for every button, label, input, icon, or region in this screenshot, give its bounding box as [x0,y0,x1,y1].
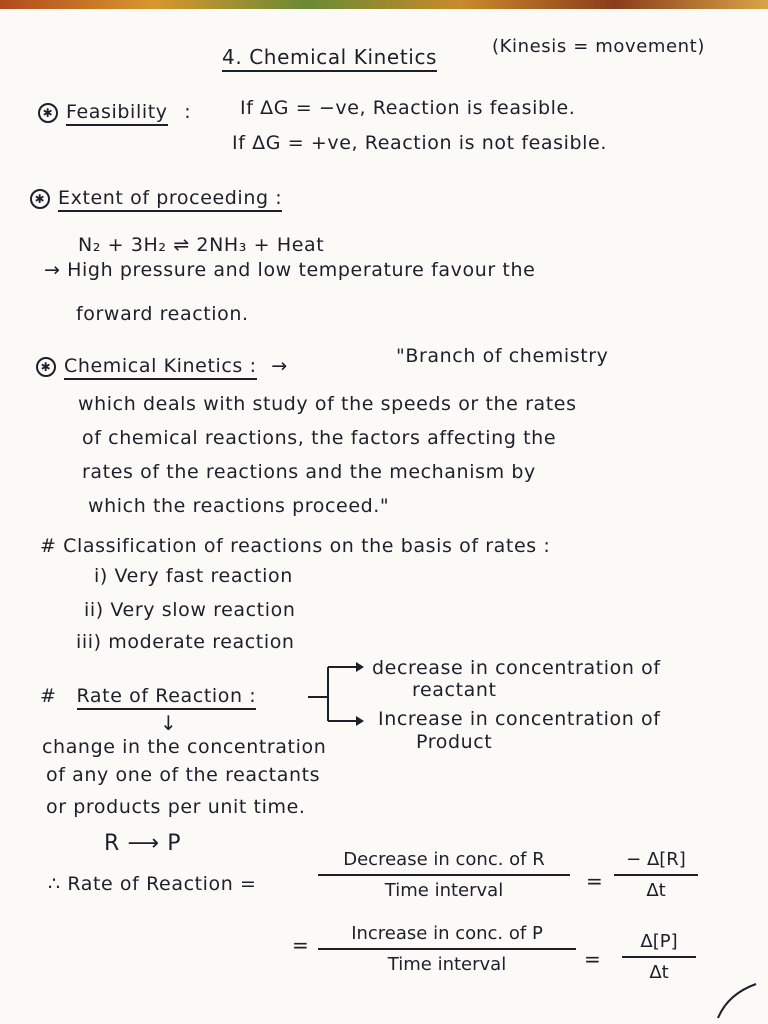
fraction-increase-conc [318,923,576,975]
fraction-denominator: Time interval [384,880,504,901]
rate-heading: # Rate of Reaction : [40,685,256,707]
fraction-denominator: Time interval [387,954,507,975]
rate-def-line-1: change in the concentration [42,736,327,758]
notebook-page [0,9,768,1024]
fraction-denominator: Δt [646,880,666,901]
title-note: (Kinesis = movement) [492,36,705,57]
classification-item: ii) Very slow reaction [84,599,296,621]
rate-branch-increase: Increase in concentration of [378,708,661,730]
feasibility-line-1: If ΔG = −ve, Reaction is feasible. [240,97,576,119]
classification-heading: # Classification of reactions on the basis of rates : [40,535,551,557]
kinetics-def-line-4: rates of the reactions and the mechanism by [82,461,536,483]
asterisk-bullet-icon: ✱ [36,357,56,377]
classification-item: iii) moderate reaction [76,631,295,653]
extent-equation: N₂ + 3H₂ ⇌ 2NH₃ + Heat [78,234,325,256]
fraction-delta-p [622,931,696,983]
equals-sign: = [584,947,601,971]
extent-heading: ✱ Extent of proceeding : [30,187,282,209]
fraction-numerator: Increase in conc. of P [318,923,576,950]
fraction-decrease-conc [318,849,570,901]
fraction-numerator: Decrease in conc. of R [318,849,570,876]
fraction-delta-r [614,849,698,901]
page-title: 4. Chemical Kinetics [222,45,437,69]
rate-branch-decrease: decrease in concentration of [372,657,661,679]
equals-sign: = [292,933,309,957]
extent-note-line-2: forward reaction. [76,303,249,325]
kinetics-def-line-3: of chemical reactions, the factors affecting the [82,427,557,449]
kinetics-heading: ✱ Chemical Kinetics : → [36,355,288,377]
kinetics-def-line-2: which deals with study of the speeds or the rates [78,393,577,415]
asterisk-bullet-icon: ✱ [38,103,58,123]
rate-def-line-2: of any one of the reactants [46,764,321,786]
fraction-numerator: − Δ[R] [614,849,698,876]
feasibility-line-2: If ΔG = +ve, Reaction is not feasible. [232,132,607,154]
kinetics-def-line-5: which the reactions proceed." [88,495,390,517]
rate-formula-lhs: ∴ Rate of Reaction = [48,873,257,895]
down-arrow-icon: ↓ [160,711,178,735]
feasibility-heading: ✱ Feasibility : [38,101,191,123]
classification-item: i) Very fast reaction [94,565,293,587]
page-top-edge [0,0,768,9]
fraction-denominator: Δt [649,962,669,983]
rate-branch-reactant: reactant [412,679,497,701]
rate-def-line-3: or products per unit time. [46,796,306,818]
asterisk-bullet-icon: ✱ [30,189,50,209]
rate-branch-bracket [300,659,380,729]
page-curl-mark [714,980,760,1020]
equals-sign: = [586,869,603,893]
rate-branch-product: Product [416,731,493,753]
fraction-numerator: Δ[P] [622,931,696,958]
extent-note-line-1: → High pressure and low temperature favour the [44,259,536,281]
kinetics-def-line-1: "Branch of chemistry [396,345,609,367]
reaction-r-to-p: R ⟶ P [104,831,182,856]
